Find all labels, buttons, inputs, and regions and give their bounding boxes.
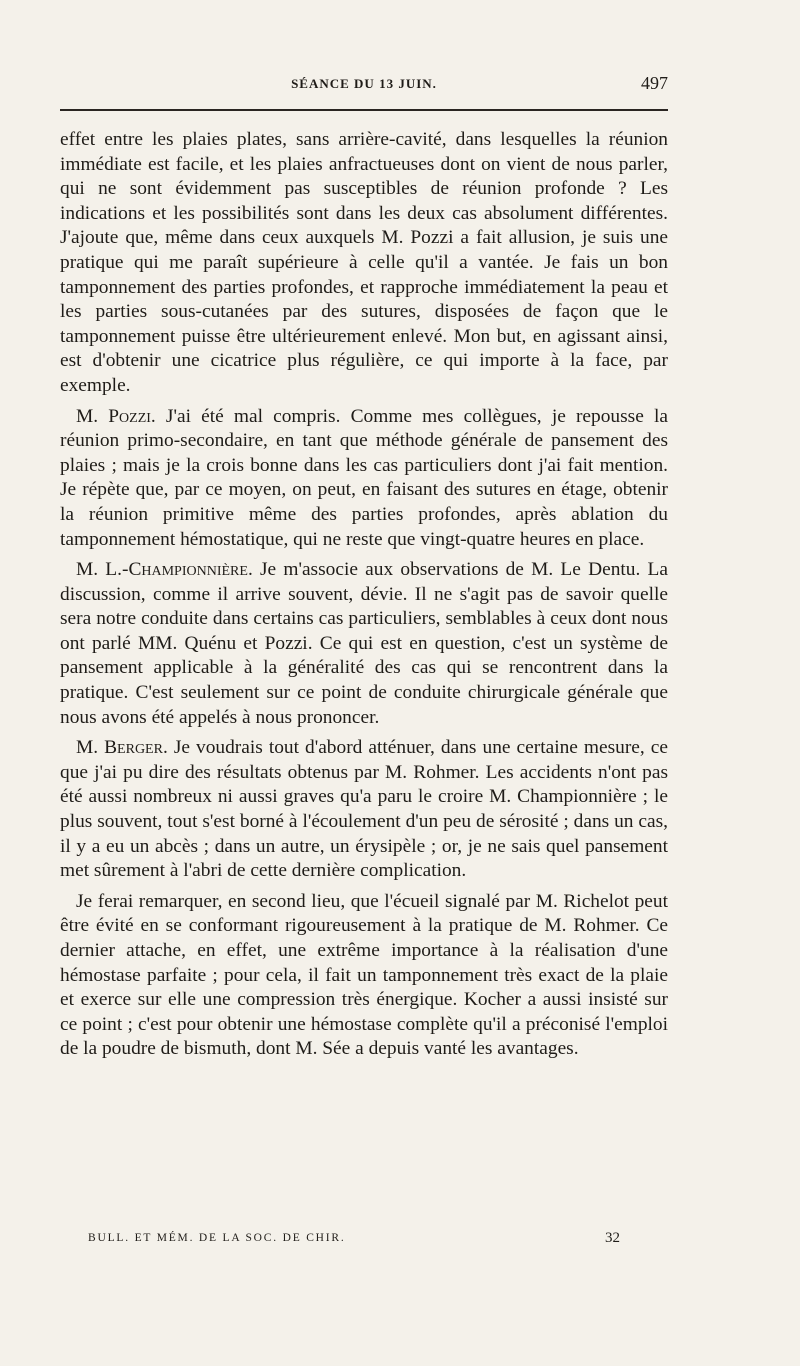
paragraph-text: Je m'associe aux observations de M. Le Dentu. La discussion, comme il arrive souvent, dévie. Il ne s'agit pas de savoir quelle sera notre conduite dans certains cas particuliers, semblables à ceux dont nous ont parlé MM. Quénu et Pozzi. Ce qui est en question, c'est un système de pansement applicable à la généralité des cas qui se rencontrent dans la pratique. C'est seulement sur ce point de conduite chirurgicale générale que nous avons été appelés à nous prononcer. xyxy=(60,559,668,728)
journal-title: BULL. ET MÉM. DE LA SOC. DE CHIR. xyxy=(88,1232,346,1244)
page-header xyxy=(60,73,668,100)
paragraph-text: effet entre les plaies plates, sans arrière-cavité, dans lesquelles la réunion immédiate est facile, et les plaies anfractueuses dont on vient de nous parler, qui ne sont évidemment pas susceptibles de réunion profonde ? Les indications et les possibilités sont dans les deux cas absolument différentes. J'ajoute que, même dans ceux auxquels M. Pozzi a fait allusion, je suis une pratique qui me paraît supérieure à celle qu'il a vantée. Je fais un bon tamponnement des parties profondes, et rapproche immédiatement la peau et les parties sous-cutanées par des sutures, disposées de façon que le tamponnement puisse être ultérieurement enlevé. Mon but, en agissant ainsi, est d'obtenir une cicatrice plus régulière, ce qui importe à la face, par exemple. xyxy=(60,129,668,396)
body-text xyxy=(60,128,668,1062)
paragraph-text: Je ferai remarquer, en second lieu, que l'écueil signalé par M. Richelot peut être évité en se conformant rigoureusement à la pratique de M. Rohmer. Ce dernier attache, en effet, une extrême importance à la réalisation d'une hémostase parfaite ; pour cela, il fait un tamponnement très exact de la plaie et exerce sur elle une compression très énergique. Kocher a aussi insisté sur ce point ; c'est pour obtenir une hémostase complète qu'il a préconisé l'emploi de la poudre de bismuth, dont M. Sée a depuis vanté les avantages. xyxy=(60,890,668,1060)
paragraph-text: J'ai été mal compris. Comme mes collègues, je repousse la réunion primo-secondaire, en tant que méthode générale de pansement des plaies ; mais je la crois bonne dans les cas particuliers dont j'ai fait mention. Je répète que, par ce moyen, on peut, en faisant des sutures en étage, obtenir la réunion primitive même des parties profondes, après ablation du tamponnement hémostatique, qui ne reste que vingt-quatre heures en place. xyxy=(60,405,668,550)
paragraph-championniere xyxy=(60,558,668,730)
speaker-name: M. Berger. xyxy=(76,737,168,759)
paragraph-text: Je voudrais tout d'abord atténuer, dans une certaine mesure, ce que j'ai pu dire des résultats obtenus par M. Rohmer. Les accidents n'ont pas été aussi nombreux ni aussi graves qu'a paru le croire M. Championnière ; le plus souvent, tout s'est borné à l'écoulement d'un peu de sérosité ; dans un cas, il y a eu un abcès ; dans un autre, un érysipèle ; or, je ne sais quel pansement met sûrement à l'abri de cette dernière complication. xyxy=(60,737,669,882)
speaker-name: M. Pozzi. xyxy=(76,405,156,427)
paragraph-continuation xyxy=(60,128,668,399)
header-rule xyxy=(60,109,668,111)
page-footer xyxy=(88,1232,620,1252)
paragraph-berger-continued xyxy=(60,890,668,1062)
paragraph-pozzi xyxy=(60,405,668,553)
speaker-name: M. L.-Championnière. xyxy=(76,559,253,581)
page-number: 497 xyxy=(641,73,668,93)
running-title: SÉANCE DU 13 JUIN. xyxy=(291,76,437,91)
paragraph-berger xyxy=(60,736,668,884)
signature-mark: 32 xyxy=(605,1230,620,1246)
